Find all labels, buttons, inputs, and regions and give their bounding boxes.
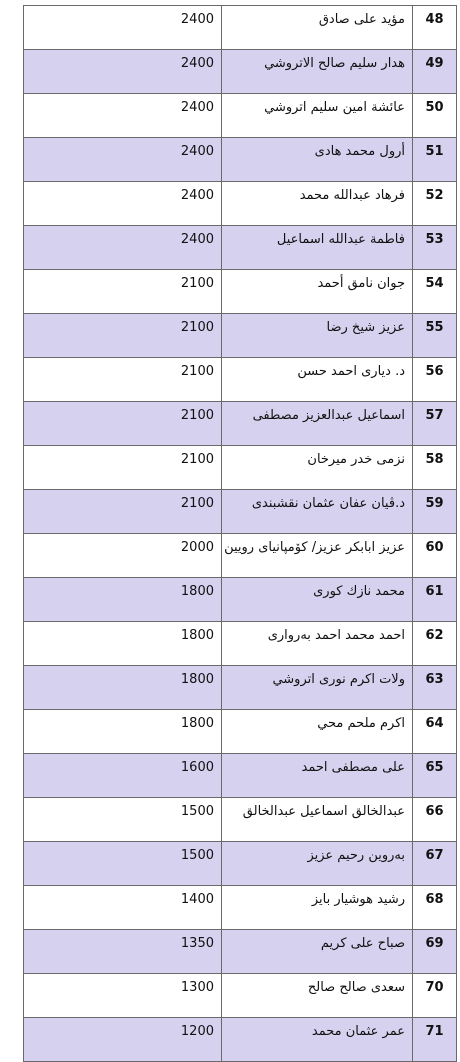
table-row [24, 578, 457, 622]
amount-cell: 1200 [24, 1018, 222, 1062]
name-cell: هدار سليم صالح الاتروشي [222, 50, 413, 94]
name-cell: ولات اكرم نورى اتروشي [222, 666, 413, 710]
table-row [24, 622, 457, 666]
row-number-cell: 59 [413, 490, 457, 534]
table-row [24, 182, 457, 226]
name-cell: عبدالخالق اسماعيل عبدالخالق [222, 798, 413, 842]
donor-table [23, 5, 457, 1062]
name-cell: اكرم ملحم محي [222, 710, 413, 754]
name-cell: على مصطفى احمد [222, 754, 413, 798]
row-number-cell: 58 [413, 446, 457, 490]
row-number-cell: 60 [413, 534, 457, 578]
name-cell: اسماعيل عبدالعزيز مصطفى [222, 402, 413, 446]
table-row [24, 94, 457, 138]
donor-table-body [24, 6, 457, 1062]
amount-cell: 2400 [24, 182, 222, 226]
name-cell: فرهاد عبدالله محمد [222, 182, 413, 226]
row-number-cell: 53 [413, 226, 457, 270]
name-cell: فاطمة عبدالله اسماعيل [222, 226, 413, 270]
amount-cell: 1500 [24, 842, 222, 886]
row-number-cell: 61 [413, 578, 457, 622]
amount-cell: 1800 [24, 666, 222, 710]
table-row [24, 930, 457, 974]
name-cell: محمد نازك كورى [222, 578, 413, 622]
table-row [24, 534, 457, 578]
amount-cell: 1300 [24, 974, 222, 1018]
amount-cell: 2100 [24, 314, 222, 358]
name-cell: أرول محمد هادى [222, 138, 413, 182]
name-cell: عزيز ابابكر عزيز/ كۆمپانیای رویین [222, 534, 413, 578]
name-cell: سعدى صالح صالح [222, 974, 413, 1018]
name-cell: د.ڤيان عفان عثمان نقشبندى [222, 490, 413, 534]
table-row [24, 50, 457, 94]
table-row [24, 710, 457, 754]
name-cell: جوان نامق أحمد [222, 270, 413, 314]
row-number-cell: 49 [413, 50, 457, 94]
row-number-cell: 68 [413, 886, 457, 930]
amount-cell: 2100 [24, 358, 222, 402]
name-cell: د. ديارى احمد حسن [222, 358, 413, 402]
row-number-cell: 54 [413, 270, 457, 314]
amount-cell: 2400 [24, 6, 222, 50]
table-row [24, 754, 457, 798]
amount-cell: 2400 [24, 138, 222, 182]
table-row [24, 1018, 457, 1062]
row-number-cell: 64 [413, 710, 457, 754]
table-row [24, 842, 457, 886]
name-cell: مؤيد على صادق [222, 6, 413, 50]
name-cell: رشيد هوشيار بايز [222, 886, 413, 930]
row-number-cell: 50 [413, 94, 457, 138]
table-row [24, 446, 457, 490]
row-number-cell: 70 [413, 974, 457, 1018]
amount-cell: 2100 [24, 490, 222, 534]
amount-cell: 1600 [24, 754, 222, 798]
table-row [24, 886, 457, 930]
row-number-cell: 63 [413, 666, 457, 710]
name-cell: بەروين رحيم عزيز [222, 842, 413, 886]
amount-cell: 2100 [24, 446, 222, 490]
amount-cell: 2100 [24, 402, 222, 446]
amount-cell: 1350 [24, 930, 222, 974]
name-cell: صباح على كريم [222, 930, 413, 974]
name-cell: نزمى خدر ميرخان [222, 446, 413, 490]
table-row [24, 270, 457, 314]
row-number-cell: 52 [413, 182, 457, 226]
amount-cell: 2100 [24, 270, 222, 314]
amount-cell: 1800 [24, 622, 222, 666]
table-row [24, 314, 457, 358]
row-number-cell: 71 [413, 1018, 457, 1062]
name-cell: عمر عثمان محمد [222, 1018, 413, 1062]
row-number-cell: 55 [413, 314, 457, 358]
row-number-cell: 56 [413, 358, 457, 402]
amount-cell: 1500 [24, 798, 222, 842]
row-number-cell: 66 [413, 798, 457, 842]
table-row [24, 358, 457, 402]
amount-cell: 2400 [24, 50, 222, 94]
row-number-cell: 67 [413, 842, 457, 886]
table-row [24, 226, 457, 270]
amount-cell: 1800 [24, 710, 222, 754]
table-row [24, 798, 457, 842]
table-row [24, 666, 457, 710]
row-number-cell: 57 [413, 402, 457, 446]
table-row [24, 974, 457, 1018]
row-number-cell: 65 [413, 754, 457, 798]
amount-cell: 2000 [24, 534, 222, 578]
name-cell: احمد محمد احمد بەروارى [222, 622, 413, 666]
row-number-cell: 69 [413, 930, 457, 974]
amount-cell: 1400 [24, 886, 222, 930]
row-number-cell: 51 [413, 138, 457, 182]
amount-cell: 2400 [24, 226, 222, 270]
row-number-cell: 62 [413, 622, 457, 666]
amount-cell: 2400 [24, 94, 222, 138]
name-cell: عزيز شيخ رضا [222, 314, 413, 358]
table-row [24, 138, 457, 182]
table-row [24, 490, 457, 534]
row-number-cell: 48 [413, 6, 457, 50]
amount-cell: 1800 [24, 578, 222, 622]
table-row [24, 402, 457, 446]
table-row [24, 6, 457, 50]
name-cell: عائشة امين سليم اتروشي [222, 94, 413, 138]
